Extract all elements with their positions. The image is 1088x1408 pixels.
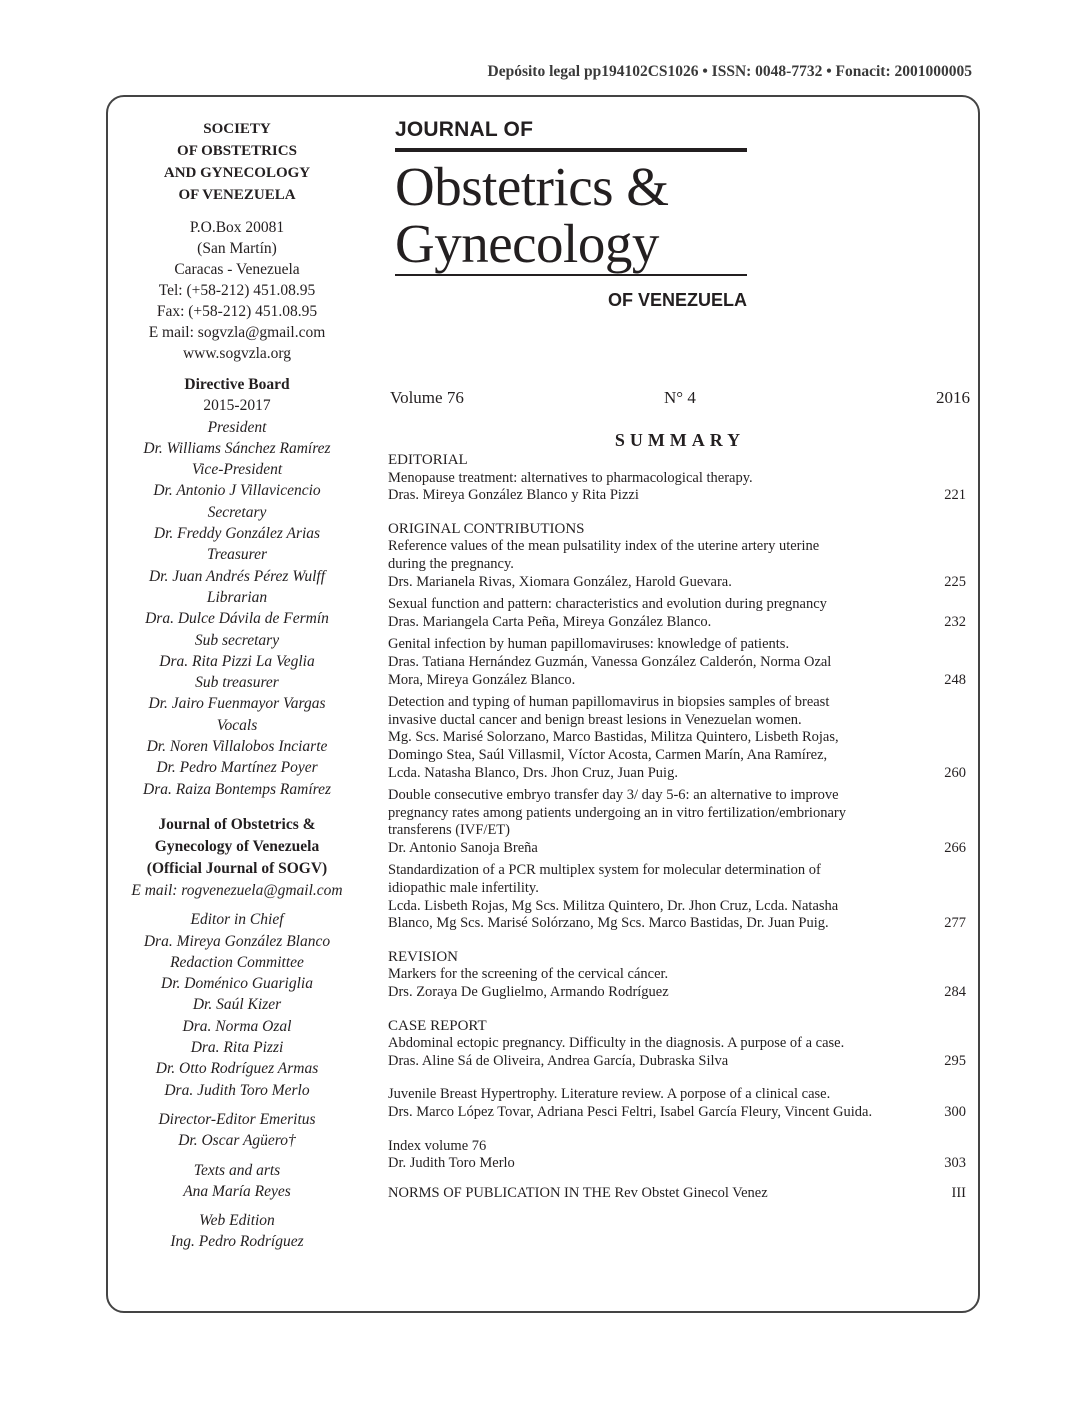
entry-authors: Domingo Stea, Saúl Villasmil, Víctor Acosta, Carmen Marín, Ana Ramírez,	[388, 746, 828, 763]
board-member: Dra. Dulce Dávila de Fermín	[145, 610, 329, 628]
entry-title: Genital infection by human papillomaviruses: knowledge of patients.	[388, 636, 790, 653]
entry-title: invasive ductal cancer and benign breast lesions in Venezuelan women.	[388, 711, 802, 728]
entry-title: Reference values of the mean pulsatility index of the uterine artery uterine	[388, 538, 820, 555]
board-member: Dr. Pedro Martínez Poyer	[156, 759, 318, 777]
entry-authors: Dras. Mireya González Blanco y Rita Pizzi	[388, 487, 639, 504]
toc-entry[interactable]	[388, 1086, 966, 1121]
entry-title: Sexual function and pattern: characteristics and evolution during pregnancy	[388, 596, 827, 613]
toc-entry[interactable]	[388, 1138, 966, 1173]
contact-city: Caracas - Venezuela	[174, 261, 300, 278]
texts-staff	[118, 1160, 356, 1203]
society-name-line: OF VENEZUELA	[178, 187, 296, 203]
entry-authors: Dras. Tatiana Hernández Guzmán, Vanessa González Calderón, Norma Ozal	[388, 653, 832, 670]
board-role: Vocals	[216, 716, 258, 734]
toc-entry-norms[interactable]	[388, 1185, 966, 1203]
board-role: Sub treasurer	[195, 674, 279, 692]
board-role: Treasurer	[206, 546, 267, 564]
toc-entry[interactable]	[388, 596, 966, 631]
masthead-underline	[395, 274, 747, 276]
masthead-rule	[395, 148, 747, 152]
emeritus-staff	[118, 1109, 356, 1152]
contact-tel: Tel: (+58-212) 451.08.95	[158, 282, 316, 299]
toc-entry[interactable]	[388, 1035, 966, 1070]
staff-member: Dr. Doménico Guariglia	[161, 975, 313, 993]
section-heading-original: ORIGINAL CONTRIBUTIONS	[388, 520, 585, 537]
left-column	[118, 118, 356, 1253]
toc-entry[interactable]	[388, 470, 966, 505]
entry-authors: Dr. Judith Toro Merlo	[388, 1155, 515, 1172]
entry-title: Index volume 76	[388, 1137, 487, 1154]
issue-volume: Volume 76	[390, 388, 464, 407]
board-role: President	[207, 418, 267, 436]
society-name-line: OF OBSTETRICS	[177, 143, 297, 159]
entry-title: Abdominal ectopic pregnancy. Difficulty in the diagnosis. A purpose of a case.	[388, 1035, 845, 1052]
journal-info	[118, 814, 356, 901]
entry-authors: Dras. Aline Sá de Oliveira, Andrea García, Dubraska Silva	[388, 1052, 729, 1069]
entry-title: idiopathic male infertility.	[388, 880, 539, 897]
board-role: Vice-President	[191, 461, 283, 479]
entry-page: III	[951, 1184, 966, 1201]
masthead-of-venezuela: OF VENEZUELA	[607, 290, 747, 310]
toc-entry[interactable]	[388, 787, 966, 857]
journal-email: E mail: rogvenezuela@gmail.com	[131, 881, 343, 899]
entry-page: 221	[944, 487, 966, 504]
entry-title: transferens (IVF/ET)	[388, 822, 510, 839]
entry-authors: Drs. Marco López Tovar, Adriana Pesci Feltri, Isabel García Fleury, Vincent Guida.	[388, 1104, 873, 1120]
entry-page: 284	[944, 984, 966, 1001]
board-member: Dra. Rita Pizzi La Veglia	[159, 652, 315, 670]
board-period: 2015-2017	[203, 397, 271, 415]
issue-year: 2016	[936, 388, 970, 407]
entry-title: Menopause treatment: alternatives to pharmacological therapy.	[388, 469, 753, 486]
entry-authors: Dras. Mariangela Carta Peña, Mireya González Blanco.	[388, 613, 712, 630]
staff-role: Redaction Committee	[170, 953, 304, 971]
entry-page: 232	[944, 613, 966, 630]
staff-member: Dra. Rita Pizzi	[190, 1039, 284, 1057]
society-contact	[118, 217, 356, 364]
entry-authors: Mora, Mireya González Blanco.	[388, 671, 576, 688]
journal-name-line: Gynecology of Venezuela	[154, 837, 320, 855]
entry-title: Juvenile Breast Hypertrophy. Literature review. A porpose of a clinical case.	[388, 1086, 831, 1103]
entry-authors: Blanco, Mg Scs. Marisé Solórzano, Mg Scs. Marco Bastidas, Dr. Juan Puig.	[388, 915, 829, 932]
board-member: Dra. Raiza Bontemps Ramírez	[143, 780, 331, 798]
web-staff	[118, 1210, 356, 1253]
entry-authors: Mg. Scs. Marisé Solorzano, Marco Bastidas, Militza Quintero, Lisbeth Rojas,	[388, 729, 839, 746]
staff-member: Ing. Pedro Rodríguez	[170, 1233, 304, 1251]
masthead-journal-of: JOURNAL OF	[395, 118, 534, 141]
summary-title: SUMMARY	[614, 430, 746, 450]
entry-authors: Drs. Zoraya De Guglielmo, Armando Rodríguez	[388, 984, 669, 1001]
staff-member: Dra. Mireya González Blanco	[143, 932, 331, 950]
entry-page: 303	[944, 1155, 966, 1172]
staff-member: Dr. Otto Rodríguez Armas	[155, 1060, 319, 1078]
board-member: Dr. Williams Sánchez Ramírez	[143, 439, 331, 457]
entry-page: 260	[944, 764, 966, 781]
staff-member: Dr. Saúl Kizer	[192, 996, 282, 1014]
toc-entry[interactable]	[388, 694, 966, 782]
entry-title: Markers for the screening of the cervical cáncer.	[388, 966, 669, 983]
masthead-title-line1: Obstetrics &	[395, 156, 669, 217]
entry-page: 248	[944, 671, 966, 688]
entry-authors: Dr. Antonio Sanoja Breña	[388, 839, 538, 856]
entry-authors: Drs. Marianela Rivas, Xiomara González, Harold Guevara.	[388, 573, 732, 590]
section-heading-case-report: CASE REPORT	[388, 1017, 487, 1034]
board-title: Directive Board	[184, 376, 290, 393]
board-role: Librarian	[206, 588, 268, 606]
staff-member: Ana María Reyes	[183, 1182, 291, 1200]
contact-fax: Fax: (+58-212) 451.08.95	[156, 303, 318, 320]
contact-email: E mail: sogvzla@gmail.com	[148, 324, 326, 341]
entry-authors: Lcda. Lisbeth Rojas, Mg Scs. Militza Quintero, Dr. Jhon Cruz, Lcda. Natasha	[388, 897, 839, 914]
entry-authors: Lcda. Natasha Blanco, Drs. Jhon Cruz, Juan Puig.	[388, 764, 678, 781]
toc-entry[interactable]	[388, 538, 966, 591]
section-heading-revision: REVISION	[388, 948, 458, 965]
staff-member: Dra. Judith Toro Merlo	[164, 1081, 310, 1099]
staff-role: Director-Editor Emeritus	[158, 1110, 316, 1128]
journal-masthead	[395, 118, 755, 311]
issue-number: N° 4	[664, 388, 696, 407]
board-role: Secretary	[207, 503, 267, 521]
entry-title: Detection and typing of human papillomavirus in biopsies samples of breast	[388, 694, 830, 711]
table-of-contents	[388, 452, 966, 1202]
legal-deposit-line: Depósito legal pp194102CS1026 • ISSN: 0048-7732 • Fonacit: 2001000005	[487, 63, 972, 80]
board-member: Dr. Juan Andrés Pérez Wulff	[148, 567, 326, 585]
staff-member: Dra. Norma Ozal	[182, 1017, 292, 1035]
society-name-line: AND GYNECOLOGY	[163, 165, 311, 181]
entry-page: 266	[944, 839, 966, 856]
entry-page: 225	[944, 573, 966, 590]
board-member: Dr. Antonio J Villavicencio	[153, 482, 321, 500]
board-role: Sub secretary	[194, 631, 280, 649]
entry-page: 300	[944, 1104, 966, 1120]
toc-entry[interactable]	[388, 636, 966, 689]
staff-role: Editor in Chief	[190, 911, 284, 929]
contact-website: www.sogvzla.org	[182, 345, 292, 362]
staff-role: Web Edition	[199, 1212, 275, 1230]
society-name	[118, 118, 356, 206]
toc-entry[interactable]	[388, 862, 966, 932]
entry-title: Standardization of a PCR multiplex system for molecular determination of	[388, 862, 821, 879]
contact-district: (San Martín)	[197, 240, 277, 257]
contact-pobox: P.O.Box 20081	[189, 219, 285, 236]
masthead-title-line2: Gynecology	[395, 213, 659, 274]
entry-page: 295	[944, 1052, 966, 1069]
journal-official-line: (Official Journal of SOGV)	[146, 859, 328, 877]
entry-title: during the pregnancy.	[388, 555, 514, 572]
toc-entry[interactable]	[388, 966, 966, 1001]
staff-member: Dr. Oscar Agüero†	[178, 1132, 296, 1150]
norms-title: NORMS OF PUBLICATION IN THE Rev Obstet Ginecol Venez	[388, 1184, 768, 1201]
board-member: Dr. Noren Villalobos Inciarte	[146, 738, 328, 756]
society-name-line: SOCIETY	[203, 121, 271, 137]
board-list	[118, 417, 356, 800]
entry-title: Double consecutive embryo transfer day 3/ day 5-6: an alternative to improve	[388, 787, 839, 804]
entry-page: 277	[944, 915, 966, 932]
board-member: Dr. Freddy González Arias	[153, 525, 321, 543]
section-heading-editorial: EDITORIAL	[388, 452, 468, 468]
staff-role: Texts and arts	[193, 1161, 281, 1179]
journal-name-line: Journal of Obstetrics &	[158, 815, 316, 833]
board-member: Dr. Jairo Fuenmayor Vargas	[148, 695, 326, 713]
entry-title: pregnancy rates among patients undergoing an in vitro fertilization/embrionary	[388, 804, 846, 821]
editorial-staff	[118, 909, 356, 1101]
